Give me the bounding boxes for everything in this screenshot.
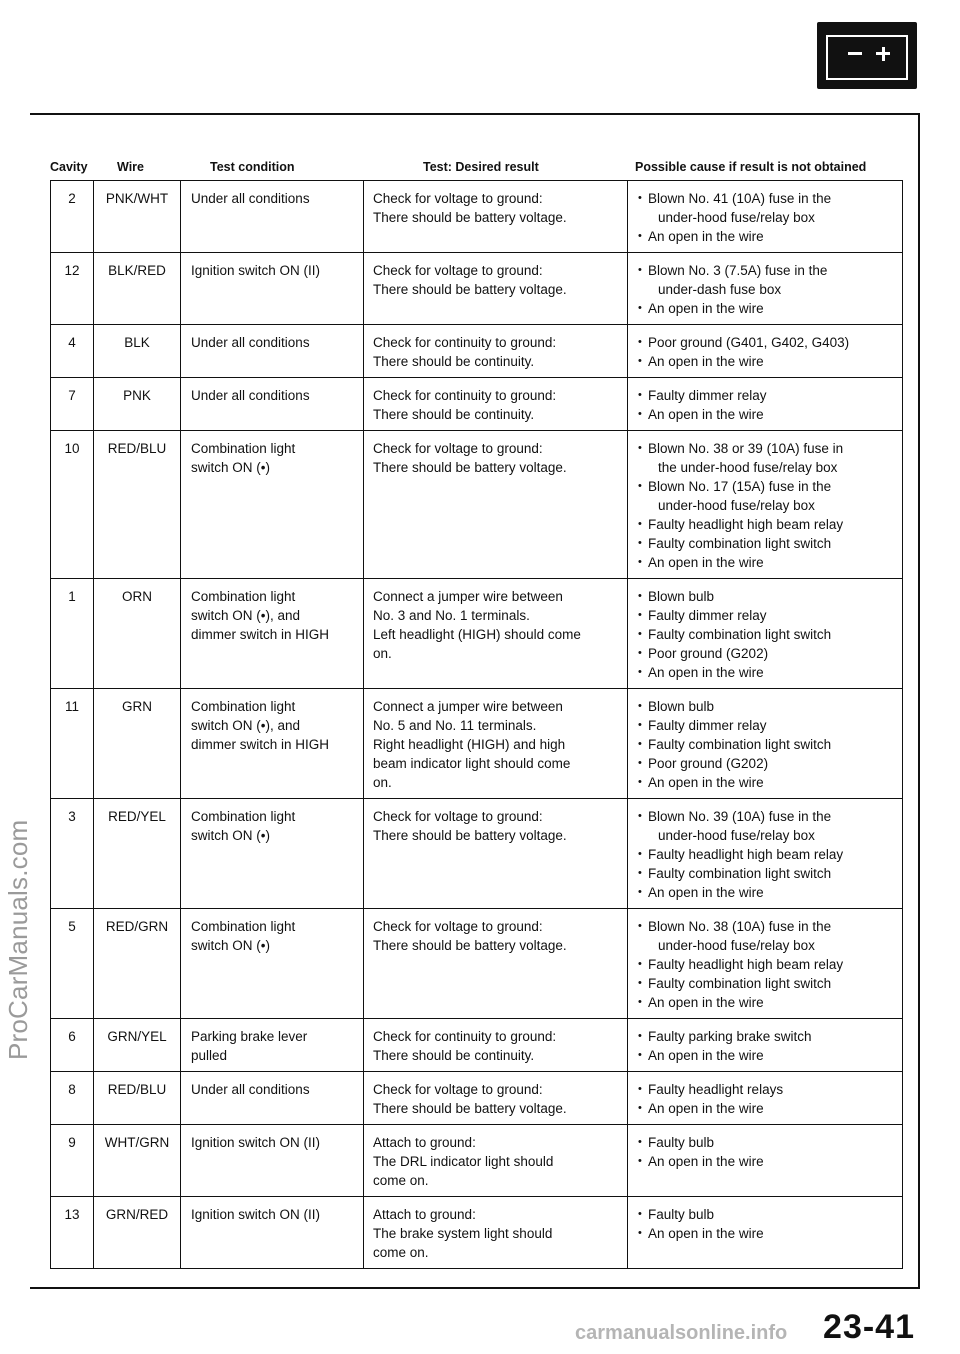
cause-line: • Blown bulb	[637, 697, 896, 716]
cause-line: • Faulty bulb	[637, 1133, 896, 1152]
result-line: The DRL indicator light should	[373, 1154, 554, 1169]
table-row	[51, 181, 903, 253]
condition-cell	[181, 1019, 364, 1072]
result-line: Attach to ground:	[373, 1207, 476, 1222]
cause-line: • An open in the wire	[637, 1046, 896, 1065]
cavity-number: 9	[68, 1135, 76, 1150]
cause-line: under-dash fuse box	[658, 282, 782, 297]
result-line: Check for voltage to ground:	[373, 441, 543, 456]
cavity-cell	[51, 431, 94, 579]
result-line: There should be battery voltage.	[373, 1101, 567, 1116]
possible-cause-cell	[628, 689, 903, 799]
condition-line: Under all conditions	[191, 388, 310, 403]
cavity-number: 11	[64, 699, 79, 714]
cause-line: • An open in the wire	[637, 405, 896, 424]
header-cavity: Cavity	[50, 160, 88, 174]
desired-result-cell	[364, 1072, 628, 1125]
possible-cause-cell	[628, 1125, 903, 1197]
cause-line: • An open in the wire	[637, 663, 896, 682]
condition-cell	[181, 689, 364, 799]
cause-line: • Faulty dimmer relay	[637, 606, 896, 625]
desired-result-cell	[364, 579, 628, 689]
table-body	[51, 181, 903, 1269]
possible-cause-cell	[628, 431, 903, 579]
possible-cause-cell	[628, 1197, 903, 1269]
possible-cause-cell	[628, 909, 903, 1019]
desired-result-cell	[364, 325, 628, 378]
result-line: Check for voltage to ground:	[373, 919, 543, 934]
wire-color: GRN/RED	[105, 1207, 169, 1222]
cavity-number: 2	[68, 191, 76, 206]
cause-line: • Faulty combination light switch	[637, 534, 896, 553]
wire-color: RED/YEL	[108, 809, 166, 824]
cavity-cell	[51, 1019, 94, 1072]
wire-cell	[94, 1197, 181, 1269]
header-desired-result: Test: Desired result	[423, 160, 539, 174]
cause-line: • Faulty headlight high beam relay	[637, 955, 896, 974]
cavity-number: 1	[68, 589, 76, 604]
cavity-number: 6	[68, 1029, 76, 1044]
cavity-cell	[51, 325, 94, 378]
watermark	[3, 560, 33, 1060]
table-row	[51, 431, 903, 579]
table-row	[51, 579, 903, 689]
desired-result-cell	[364, 378, 628, 431]
result-line: There should be battery voltage.	[373, 282, 567, 297]
condition-cell	[181, 325, 364, 378]
cavity-cell	[51, 181, 94, 253]
cause-line: • An open in the wire	[637, 227, 896, 246]
cavity-cell	[51, 378, 94, 431]
wire-color: PNK/WHT	[105, 191, 169, 206]
header-possible-cause: Possible cause if result is not obtained	[635, 160, 867, 174]
cause-line: • An open in the wire	[637, 1099, 896, 1118]
minus-icon	[848, 52, 862, 55]
cause-line: • An open in the wire	[637, 993, 896, 1012]
wire-cell	[94, 253, 181, 325]
wire-color: PNK	[123, 388, 151, 403]
condition-cell	[181, 799, 364, 909]
cause-line: under-hood fuse/relay box	[658, 828, 815, 843]
possible-cause-cell	[628, 799, 903, 909]
condition-line: switch ON (•), and	[191, 608, 301, 623]
watermark-text: ProCarManuals.com	[3, 819, 33, 1060]
cause-line: under-hood fuse/relay box	[658, 938, 815, 953]
possible-cause-cell	[628, 325, 903, 378]
desired-result-cell	[364, 689, 628, 799]
battery-icon	[817, 22, 917, 89]
condition-cell	[181, 431, 364, 579]
header-test-condition: Test condition	[210, 160, 295, 174]
result-line: beam indicator light should come	[373, 756, 571, 771]
wire-color: GRN/YEL	[107, 1029, 167, 1044]
result-line: Right headlight (HIGH) and high	[373, 737, 566, 752]
condition-line: Ignition switch ON (II)	[191, 263, 321, 278]
top-rule	[30, 113, 920, 115]
condition-line: Parking brake lever	[191, 1029, 308, 1044]
desired-result-cell	[364, 253, 628, 325]
cause-line: • Blown No. 39 (10A) fuse in the	[637, 807, 896, 826]
cavity-number: 13	[64, 1207, 80, 1222]
cause-line: the under-hood fuse/relay box	[658, 460, 838, 475]
cavity-cell	[51, 799, 94, 909]
cause-line: • Poor ground (G401, G402, G403)	[637, 333, 896, 352]
result-line: Connect a jumper wire between	[373, 589, 563, 604]
condition-line: Under all conditions	[191, 191, 310, 206]
cavity-number: 4	[68, 335, 76, 350]
cause-line: under-hood fuse/relay box	[658, 210, 815, 225]
result-line: There should be battery voltage.	[373, 210, 567, 225]
cause-line: • Blown bulb	[637, 587, 896, 606]
wire-cell	[94, 1072, 181, 1125]
cause-line: • An open in the wire	[637, 553, 896, 572]
cause-line: • Faulty headlight high beam relay	[637, 515, 896, 534]
wire-color: WHT/GRN	[104, 1135, 170, 1150]
cause-line: • Faulty headlight high beam relay	[637, 845, 896, 864]
cavity-cell	[51, 1197, 94, 1269]
result-line: Check for voltage to ground:	[373, 191, 543, 206]
header-wire: Wire	[117, 160, 144, 174]
result-line: There should be battery voltage.	[373, 938, 567, 953]
condition-line: Combination light	[191, 809, 296, 824]
result-line: There should be battery voltage.	[373, 828, 567, 843]
wire-cell	[94, 579, 181, 689]
wire-color: BLK/RED	[108, 263, 166, 278]
condition-line: Ignition switch ON (II)	[191, 1207, 321, 1222]
result-line: on.	[373, 775, 392, 790]
cause-line: • An open in the wire	[637, 299, 896, 318]
condition-line: Combination light	[191, 919, 296, 934]
condition-line: switch ON (•), and	[191, 718, 301, 733]
cause-line: • Poor ground (G202)	[637, 754, 896, 773]
result-line: Connect a jumper wire between	[373, 699, 563, 714]
table-row	[51, 378, 903, 431]
condition-line: dimmer switch in HIGH	[191, 627, 330, 642]
condition-line: Under all conditions	[191, 335, 310, 350]
condition-line: switch ON (•)	[191, 460, 270, 475]
possible-cause-cell	[628, 253, 903, 325]
possible-cause-cell	[628, 1072, 903, 1125]
condition-line: switch ON (•)	[191, 938, 270, 953]
footer-mark: carmanualsonline.info	[575, 1322, 788, 1344]
wire-cell	[94, 325, 181, 378]
wire-cell	[94, 181, 181, 253]
result-line: come on.	[373, 1245, 429, 1260]
table-row	[51, 799, 903, 909]
result-line: No. 5 and No. 11 terminals.	[373, 718, 537, 733]
table-row	[51, 1197, 903, 1269]
result-line: There should be battery voltage.	[373, 460, 567, 475]
cause-line: • Faulty combination light switch	[637, 974, 896, 993]
cavity-number: 7	[68, 388, 76, 403]
result-line: There should be continuity.	[373, 407, 535, 422]
wire-cell	[94, 689, 181, 799]
cavity-cell	[51, 253, 94, 325]
cause-line: • Poor ground (G202)	[637, 644, 896, 663]
cause-line: • Blown No. 17 (15A) fuse in the	[637, 477, 896, 496]
cause-line: • Faulty headlight relays	[637, 1080, 896, 1099]
result-line: Check for continuity to ground:	[373, 1029, 557, 1044]
condition-line: Under all conditions	[191, 1082, 310, 1097]
condition-cell	[181, 253, 364, 325]
result-line: No. 3 and No. 1 terminals.	[373, 608, 530, 623]
wire-color: ORN	[122, 589, 152, 604]
condition-cell	[181, 1072, 364, 1125]
condition-cell	[181, 378, 364, 431]
result-line: Left headlight (HIGH) should come	[373, 627, 581, 642]
cause-line: under-hood fuse/relay box	[658, 498, 815, 513]
cause-line: • Blown No. 38 (10A) fuse in the	[637, 917, 896, 936]
right-rule	[918, 113, 920, 1289]
possible-cause-cell	[628, 181, 903, 253]
cause-line: • Blown No. 3 (7.5A) fuse in the	[637, 261, 896, 280]
condition-cell	[181, 181, 364, 253]
cause-line: • Faulty parking brake switch	[637, 1027, 896, 1046]
desired-result-cell	[364, 1019, 628, 1072]
wire-color: RED/BLU	[107, 441, 167, 456]
result-line: Check for voltage to ground:	[373, 809, 543, 824]
table-row	[51, 1019, 903, 1072]
cause-line: • Blown No. 38 or 39 (10A) fuse in	[637, 439, 896, 458]
condition-line: Combination light	[191, 441, 296, 456]
desired-result-cell	[364, 431, 628, 579]
condition-line: Combination light	[191, 589, 296, 604]
wire-cell	[94, 378, 181, 431]
result-line: There should be continuity.	[373, 354, 535, 369]
table-row	[51, 1125, 903, 1197]
desired-result-cell	[364, 909, 628, 1019]
condition-line: pulled	[191, 1048, 228, 1063]
table-row	[51, 253, 903, 325]
cause-line: • Faulty combination light switch	[637, 735, 896, 754]
cause-line: • An open in the wire	[637, 1152, 896, 1171]
battery-icon-frame	[826, 35, 908, 80]
desired-result-cell	[364, 1125, 628, 1197]
wire-cell	[94, 431, 181, 579]
cavity-number: 10	[64, 441, 80, 456]
cause-line: • Faulty dimmer relay	[637, 386, 896, 405]
bottom-rule	[30, 1287, 920, 1289]
condition-cell	[181, 1197, 364, 1269]
table-row	[51, 1072, 903, 1125]
cavity-cell	[51, 1072, 94, 1125]
desired-result-cell	[364, 1197, 628, 1269]
wire-cell	[94, 1019, 181, 1072]
cause-line: • Faulty bulb	[637, 1205, 896, 1224]
possible-cause-cell	[628, 579, 903, 689]
wire-cell	[94, 909, 181, 1019]
cause-line: • An open in the wire	[637, 352, 896, 371]
possible-cause-cell	[628, 378, 903, 431]
cause-line: • Faulty combination light switch	[637, 864, 896, 883]
condition-cell	[181, 909, 364, 1019]
cavity-cell	[51, 689, 94, 799]
condition-line: Combination light	[191, 699, 296, 714]
table-row	[51, 909, 903, 1019]
desired-result-cell	[364, 799, 628, 909]
cause-line: • Faulty combination light switch	[637, 625, 896, 644]
cavity-cell	[51, 909, 94, 1019]
desired-result-cell	[364, 181, 628, 253]
wire-color: GRN	[122, 699, 152, 714]
cause-line: • An open in the wire	[637, 883, 896, 902]
table-header	[50, 160, 900, 180]
table-row	[51, 325, 903, 378]
result-line: The brake system light should	[373, 1226, 553, 1241]
result-line: come on.	[373, 1173, 429, 1188]
cavity-number: 3	[68, 809, 76, 824]
wire-color: RED/GRN	[105, 919, 169, 934]
wire-color: RED/BLU	[107, 1082, 167, 1097]
cause-line: • Faulty dimmer relay	[637, 716, 896, 735]
cavity-number: 8	[68, 1082, 76, 1097]
result-line: Check for continuity to ground:	[373, 335, 557, 350]
result-line: Attach to ground:	[373, 1135, 476, 1150]
result-line: Check for voltage to ground:	[373, 263, 543, 278]
cause-line: • An open in the wire	[637, 773, 896, 792]
wire-cell	[94, 799, 181, 909]
table-row	[51, 689, 903, 799]
result-line: Check for continuity to ground:	[373, 388, 557, 403]
connector-test-table	[50, 180, 903, 1269]
condition-line: switch ON (•)	[191, 828, 270, 843]
wire-cell	[94, 1125, 181, 1197]
result-line: There should be continuity.	[373, 1048, 535, 1063]
page-number: 23-41	[823, 1308, 915, 1346]
cavity-number: 5	[68, 919, 76, 934]
cause-line: • An open in the wire	[637, 1224, 896, 1243]
cavity-cell	[51, 579, 94, 689]
cause-line: • Blown No. 41 (10A) fuse in the	[637, 189, 896, 208]
plus-icon-vertical	[882, 47, 885, 61]
condition-line: Ignition switch ON (II)	[191, 1135, 321, 1150]
possible-cause-cell	[628, 1019, 903, 1072]
wire-color: BLK	[124, 335, 150, 350]
result-line: Check for voltage to ground:	[373, 1082, 543, 1097]
result-line: on.	[373, 646, 392, 661]
condition-line: dimmer switch in HIGH	[191, 737, 330, 752]
cavity-cell	[51, 1125, 94, 1197]
cavity-number: 12	[64, 263, 80, 278]
condition-cell	[181, 1125, 364, 1197]
condition-cell	[181, 579, 364, 689]
